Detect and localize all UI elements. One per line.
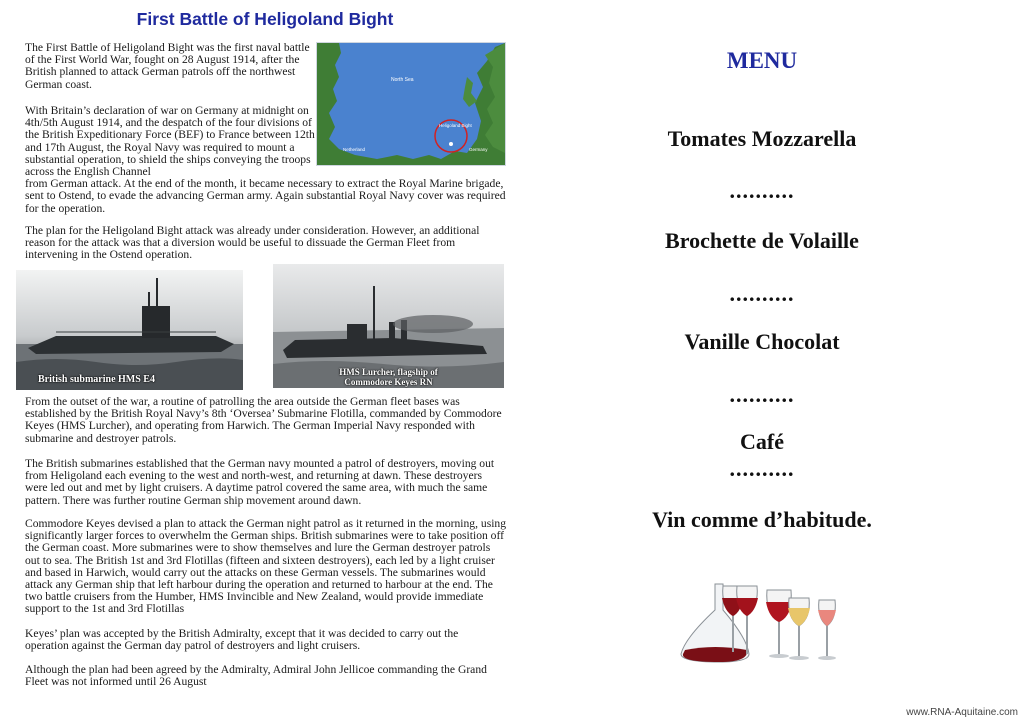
menu-item-wine: Vin comme d’habitude. bbox=[652, 507, 872, 532]
watermark: www.RNA-Aquitaine.com bbox=[906, 707, 1018, 718]
article-title: First Battle of Heligoland Bight bbox=[136, 9, 394, 29]
submarine-caption: British submarine HMS E4 bbox=[38, 374, 155, 385]
lurcher-caption bbox=[273, 368, 504, 387]
menu-separator: .......... bbox=[729, 456, 795, 481]
map-label-bight: Heligoland Bight bbox=[439, 123, 472, 128]
map-label-right: Germany bbox=[469, 147, 488, 152]
paragraph-patrols: From the outset of the war, a routine of patrolling the area outside the German fleet bases was established by the British Royal Navy’s 8th ‘Oversea’ Submarine Flotilla, commanded by Commodore Keyes (HMS Lurcher), and operating from Harwich. The German Imperial Navy responded with submarine and destroyer patrols. bbox=[25, 395, 502, 445]
menu-item-main: Brochette de Volaille bbox=[665, 228, 859, 253]
menu-item-coffee: Café bbox=[740, 429, 784, 454]
map-label-left: Netherland bbox=[343, 147, 366, 152]
paragraph-intro: The First Battle of Heligoland Bight was the first naval battle of the First World War, fought on 28 August 1914, after the British planned to attack German patrols off the northwest German coast. bbox=[25, 41, 310, 91]
lurcher-caption-line2: Commodore Keyes RN bbox=[344, 376, 433, 387]
wine-glasses-illustration bbox=[675, 580, 850, 668]
paragraph-submarines: The British submarines established that the German navy mounted a patrol of destroyers, moving out from Heligoland each evening to the west and north-west, and returning at dawn. These destroyers were led out and met by light cruisers. A daytime patrol covered the same area, with much the same pattern. There was further routine German ship movement around dawn. bbox=[25, 457, 495, 507]
paragraph-declaration-part1: With Britain’s declaration of war on Germany at midnight on 4th/5th August 1914, and the despatch of the four divisions of the British Expeditionary Force (BEF) to France between 12th and 17th August, the Royal Navy was required to mount a substantial operation, to shield the ships conveying the troops across the English Channel bbox=[25, 104, 315, 179]
lurcher-caption-line1: HMS Lurcher, flagship of bbox=[339, 367, 438, 377]
menu-title: MENU bbox=[726, 48, 798, 73]
menu-item-dessert: Vanille Chocolat bbox=[684, 329, 840, 354]
menu-separator: .......... bbox=[729, 382, 795, 407]
submarine-photo bbox=[16, 270, 243, 390]
menu-separator: .......... bbox=[729, 178, 795, 203]
lurcher-photo bbox=[273, 264, 504, 388]
map-label-sea: North Sea bbox=[391, 77, 414, 83]
paragraph-admiralty: Keyes’ plan was accepted by the British Admiralty, except that it was decided to carry out the operation against the German day patrol of destroyers and light cruisers. bbox=[25, 627, 459, 653]
paragraph-declaration-part2: from German attack. At the end of the month, it became necessary to extract the Royal Marine brigade, sent to Ostend, to evade the advancing German army. Again substantial Royal Navy cover was required for the operation. bbox=[25, 177, 506, 215]
menu-separator: .......... bbox=[729, 281, 795, 306]
paragraph-jellicoe: Although the plan had been agreed by the Admiralty, Admiral John Jellicoe commanding the Grand Fleet was not informed until 26 August bbox=[25, 663, 487, 689]
menu-item-starter: Tomates Mozzarella bbox=[667, 126, 857, 151]
heligoland-map bbox=[316, 42, 506, 166]
paragraph-plan: The plan for the Heligoland Bight attack was already under consideration. However, an additional reason for the attack was that a diversion would be useful to dissuade the German Fleet from intervening in the Ostend operation. bbox=[25, 224, 480, 262]
paragraph-keyes-plan: Commodore Keyes devised a plan to attack the German night patrol as it returned in the morning, using significantly larger forces to overwhelm the German ships. British submarines were to take position off the German coast. More submarines were to show themselves and lure the German destroyer patrols out to sea. The British 1st and 3rd Flotillas (fifteen and sixteen destroyers), each led by a light cruiser and based in Harwich, would carry out the attacks on these German vessels. The submarines would attack any German ship that left harbour during the operation and returned to harbour at the end. The two battle cruisers from the Humber, HMS Invincible and New Zealand, would provide immediate support to the 1st and 3rd Flotillas bbox=[25, 517, 507, 616]
